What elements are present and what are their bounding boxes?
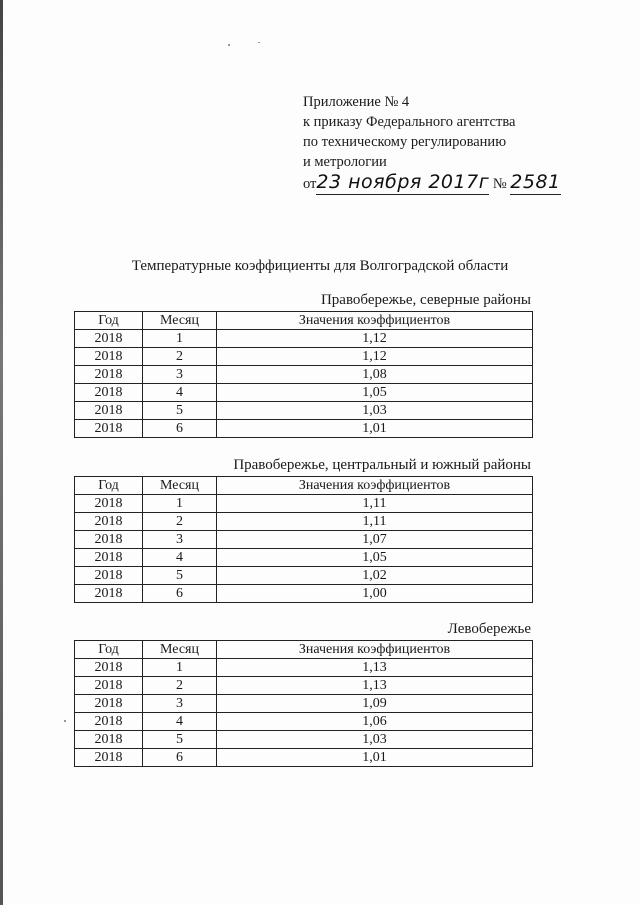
cell-value: 1,03 xyxy=(217,402,533,420)
number-prefix: № xyxy=(492,176,507,192)
table-row xyxy=(75,330,533,348)
table-row xyxy=(75,366,533,384)
cell-month: 6 xyxy=(143,585,217,603)
appendix-block xyxy=(303,92,561,194)
cell-year: 2018 xyxy=(75,348,143,366)
cell-year: 2018 xyxy=(75,366,143,384)
cell-year: 2018 xyxy=(75,695,143,713)
cell-value: 1,00 xyxy=(217,585,533,603)
cell-value: 1,08 xyxy=(217,366,533,384)
cell-year: 2018 xyxy=(75,495,143,513)
from-prefix: от xyxy=(303,176,317,192)
header-year: Год xyxy=(75,477,143,495)
coefficients-table-1 xyxy=(74,311,533,438)
order-date-number xyxy=(303,172,561,194)
cell-value: 1,01 xyxy=(217,420,533,438)
header-month: Месяц xyxy=(143,312,217,330)
cell-month: 1 xyxy=(143,659,217,677)
cell-year: 2018 xyxy=(75,585,143,603)
scan-speck xyxy=(64,720,66,722)
cell-year: 2018 xyxy=(75,420,143,438)
table-row xyxy=(75,384,533,402)
header-values: Значения коэффициентов xyxy=(217,477,533,495)
table-row xyxy=(75,659,533,677)
table-row xyxy=(75,695,533,713)
appendix-line-3: по техническому регулированию xyxy=(303,134,507,150)
cell-value: 1,01 xyxy=(217,749,533,767)
table-row xyxy=(75,585,533,603)
cell-month: 6 xyxy=(143,420,217,438)
table-row xyxy=(75,731,533,749)
table-header-row xyxy=(75,641,533,659)
cell-value: 1,11 xyxy=(217,513,533,531)
table-row xyxy=(75,531,533,549)
cell-month: 2 xyxy=(143,348,217,366)
cell-month: 3 xyxy=(143,366,217,384)
handwritten-number: 2581 xyxy=(510,171,561,193)
cell-month: 1 xyxy=(143,330,217,348)
cell-month: 5 xyxy=(143,567,217,585)
table-row xyxy=(75,402,533,420)
cell-year: 2018 xyxy=(75,677,143,695)
cell-month: 6 xyxy=(143,749,217,767)
table-header-row xyxy=(75,477,533,495)
cell-value: 1,05 xyxy=(217,384,533,402)
table-row xyxy=(75,567,533,585)
table-header-row xyxy=(75,312,533,330)
cell-value: 1,06 xyxy=(217,713,533,731)
cell-year: 2018 xyxy=(75,330,143,348)
cell-month: 3 xyxy=(143,695,217,713)
cell-value: 1,13 xyxy=(217,677,533,695)
table-row xyxy=(75,495,533,513)
section-caption-3: Левобережье xyxy=(447,621,531,637)
cell-year: 2018 xyxy=(75,659,143,677)
coefficients-table-2 xyxy=(74,476,533,603)
cell-year: 2018 xyxy=(75,513,143,531)
cell-year: 2018 xyxy=(75,402,143,420)
appendix-line-1: Приложение № 4 xyxy=(303,94,410,110)
cell-year: 2018 xyxy=(75,713,143,731)
cell-month: 5 xyxy=(143,402,217,420)
cell-year: 2018 xyxy=(75,549,143,567)
appendix-line-4: и метрологии xyxy=(303,154,387,170)
cell-value: 1,12 xyxy=(217,348,533,366)
table-row xyxy=(75,513,533,531)
document-title: Температурные коэффициенты для Волгоградской области xyxy=(131,258,509,274)
header-year: Год xyxy=(75,641,143,659)
appendix-line-2: к приказу Федерального агентства xyxy=(303,114,516,130)
cell-value: 1,05 xyxy=(217,549,533,567)
header-month: Месяц xyxy=(143,477,217,495)
cell-year: 2018 xyxy=(75,531,143,549)
cell-month: 4 xyxy=(143,713,217,731)
table-row xyxy=(75,677,533,695)
cell-year: 2018 xyxy=(75,749,143,767)
header-year: Год xyxy=(75,312,143,330)
scan-edge xyxy=(0,0,3,905)
scan-speck xyxy=(258,42,260,43)
cell-year: 2018 xyxy=(75,731,143,749)
cell-value: 1,12 xyxy=(217,330,533,348)
cell-year: 2018 xyxy=(75,384,143,402)
coefficients-table-3 xyxy=(74,640,533,767)
cell-month: 3 xyxy=(143,531,217,549)
cell-month: 4 xyxy=(143,384,217,402)
section-caption-1: Правобережье, северные районы xyxy=(320,292,531,308)
cell-month: 2 xyxy=(143,513,217,531)
section-caption-2: Правобережье, центральный и южный районы xyxy=(233,457,531,473)
header-month: Месяц xyxy=(143,641,217,659)
handwritten-date: 23 ноября 2017г xyxy=(316,171,490,193)
cell-value: 1,09 xyxy=(217,695,533,713)
cell-month: 5 xyxy=(143,731,217,749)
cell-value: 1,02 xyxy=(217,567,533,585)
header-values: Значения коэффициентов xyxy=(217,312,533,330)
cell-year: 2018 xyxy=(75,567,143,585)
cell-value: 1,13 xyxy=(217,659,533,677)
table-row xyxy=(75,713,533,731)
table-row xyxy=(75,549,533,567)
table-row xyxy=(75,348,533,366)
cell-value: 1,07 xyxy=(217,531,533,549)
cell-month: 2 xyxy=(143,677,217,695)
cell-value: 1,11 xyxy=(217,495,533,513)
scan-speck xyxy=(228,44,230,46)
table-row xyxy=(75,749,533,767)
table-row xyxy=(75,420,533,438)
header-values: Значения коэффициентов xyxy=(217,641,533,659)
cell-month: 4 xyxy=(143,549,217,567)
cell-value: 1,03 xyxy=(217,731,533,749)
cell-month: 1 xyxy=(143,495,217,513)
